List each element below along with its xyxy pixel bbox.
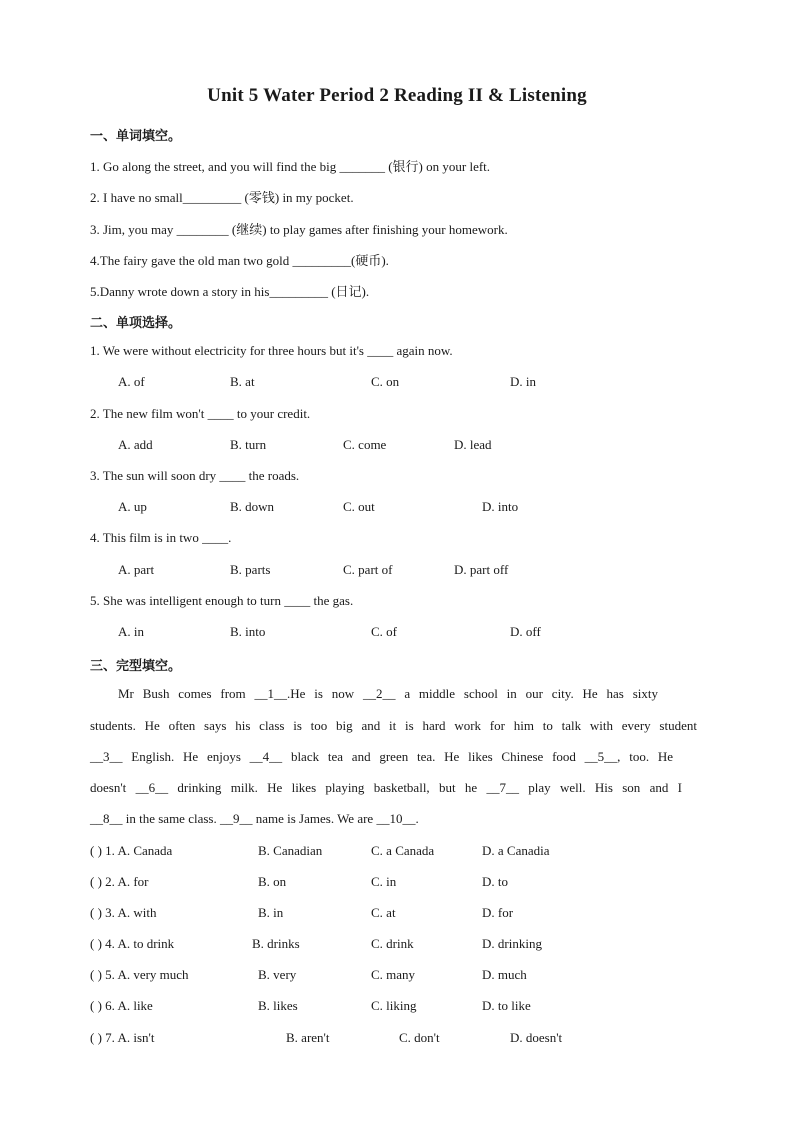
cloze-question-7: ( ) 7. A. isn't	[90, 1030, 155, 1045]
cloze-2-option-b: B. on	[258, 874, 287, 889]
cloze-1-option-b: B. Canadian	[258, 843, 323, 858]
mc-4-option-a: A. part	[118, 562, 155, 577]
cloze-5-option-d: D. much	[482, 967, 527, 982]
mc-2-option-d: D. lead	[454, 437, 492, 452]
mc-2-option-a: A. add	[118, 437, 153, 452]
mc-2-option-c: C. come	[343, 437, 387, 452]
mc-4-option-b: B. parts	[230, 562, 271, 577]
fill-item-4: 4.The fairy gave the old man two gold _________(硬币).	[90, 253, 389, 268]
cloze-question-5: ( ) 5. A. very much	[90, 967, 189, 982]
passage-line-1: Mr Bush comes from __1__.He is now __2__ a middle school in our city. He has sixty	[118, 686, 658, 701]
mc-3-option-d: D. into	[482, 499, 519, 514]
cloze-2-option-d: D. to	[482, 874, 508, 889]
mc-2-option-b: B. turn	[230, 437, 267, 452]
mc-5-option-c: C. of	[371, 624, 397, 639]
section-2-heading: 二、单项选择。	[90, 316, 182, 331]
mc-question-5: 5. She was intelligent enough to turn ____ the gas.	[90, 593, 354, 608]
cloze-4-option-d: D. drinking	[482, 936, 542, 951]
mc-5-option-d: D. off	[510, 624, 541, 639]
cloze-question-3: ( ) 3. A. with	[90, 905, 157, 920]
passage-line-2: students. He often says his class is too big and it is hard work for him to talk with every student	[90, 718, 697, 733]
passage-line-5: __8__ in the same class. __9__ name is James. We are __10__.	[90, 811, 419, 826]
fill-item-2: 2. I have no small_________ (零钱) in my pocket.	[90, 190, 354, 205]
section-3-heading: 三、完型填空。	[90, 659, 182, 674]
mc-3-option-b: B. down	[230, 499, 275, 514]
mc-1-option-d: D. in	[510, 374, 536, 389]
cloze-question-2: ( ) 2. A. for	[90, 874, 149, 889]
mc-1-option-b: B. at	[230, 374, 255, 389]
passage-line-4: doesn't __6__ drinking milk. He likes playing basketball, but he __7__ play well. His son and I	[90, 780, 682, 795]
cloze-7-option-b: B. aren't	[286, 1030, 330, 1045]
cloze-5-option-b: B. very	[258, 967, 297, 982]
mc-question-4: 4. This film is in two ____.	[90, 530, 232, 545]
fill-item-3: 3. Jim, you may ________ (继续) to play games after finishing your homework.	[90, 222, 508, 237]
mc-1-option-c: C. on	[371, 374, 400, 389]
cloze-7-option-c: C. don't	[399, 1030, 440, 1045]
cloze-1-option-d: D. a Canadia	[482, 843, 550, 858]
cloze-6-option-c: C. liking	[371, 998, 417, 1013]
mc-5-option-a: A. in	[118, 624, 144, 639]
cloze-question-6: ( ) 6. A. like	[90, 998, 153, 1013]
cloze-4-option-b: B. drinks	[252, 936, 300, 951]
cloze-4-option-c: C. drink	[371, 936, 414, 951]
fill-item-1: 1. Go along the street, and you will find the big _______ (银行) on your left.	[90, 159, 491, 174]
cloze-1-option-c: C. a Canada	[371, 843, 435, 858]
mc-question-1: 1. We were without electricity for three hours but it's ____ again now.	[90, 343, 453, 358]
mc-4-option-c: C. part of	[343, 562, 393, 577]
mc-question-3: 3. The sun will soon dry ____ the roads.	[90, 468, 300, 483]
mc-3-option-c: C. out	[343, 499, 375, 514]
fill-item-5: 5.Danny wrote down a story in his_________ (日记).	[90, 284, 370, 299]
cloze-3-option-b: B. in	[258, 905, 284, 920]
cloze-5-option-c: C. many	[371, 967, 416, 982]
passage-line-3: __3__ English. He enjoys __4__ black tea and green tea. He likes Chinese food __5__, too. He	[90, 749, 673, 764]
cloze-6-option-b: B. likes	[258, 998, 298, 1013]
mc-3-option-a: A. up	[118, 499, 147, 514]
cloze-3-option-c: C. at	[371, 905, 396, 920]
mc-1-option-a: A. of	[118, 374, 145, 389]
mc-5-option-b: B. into	[230, 624, 266, 639]
cloze-7-option-d: D. doesn't	[510, 1030, 563, 1045]
cloze-question-4: ( ) 4. A. to drink	[90, 936, 175, 951]
cloze-2-option-c: C. in	[371, 874, 397, 889]
mc-4-option-d: D. part off	[454, 562, 509, 577]
mc-question-2: 2. The new film won't ____ to your credit.	[90, 406, 311, 421]
cloze-3-option-d: D. for	[482, 905, 514, 920]
cloze-question-1: ( ) 1. A. Canada	[90, 843, 173, 858]
cloze-6-option-d: D. to like	[482, 998, 531, 1013]
section-1-heading: 一、单词填空。	[90, 129, 182, 144]
page-title: Unit 5 Water Period 2 Reading II & Listening	[207, 85, 587, 106]
